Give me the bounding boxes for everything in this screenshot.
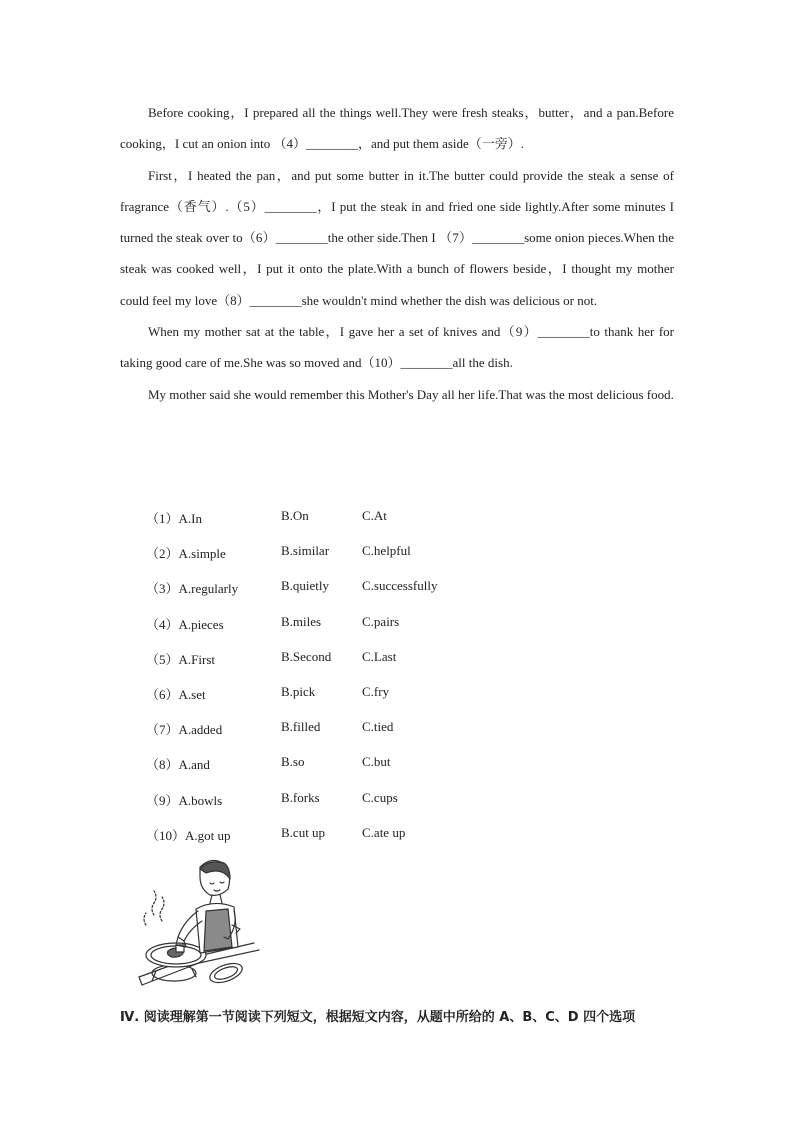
option-c: C.cups	[362, 789, 398, 805]
option-a: （4）A.pieces	[146, 616, 224, 632]
option-c: C.successfully	[362, 578, 438, 594]
option-a: （8）A.and	[146, 757, 210, 773]
option-a: （5）A.First	[146, 651, 215, 667]
option-b: B.similar	[281, 543, 330, 559]
option-c: C.At	[362, 508, 387, 523]
option-c: C.ate up	[362, 824, 406, 840]
option-a: （9）A.bowls	[146, 792, 223, 808]
option-c: C.pairs	[362, 613, 400, 629]
option-b: B.pick	[281, 683, 316, 699]
option-c: C.fry	[362, 683, 390, 699]
option-a: （2）A.simple	[146, 546, 226, 562]
option-b: B.On	[281, 508, 309, 523]
option-b: B.quietly	[281, 578, 330, 594]
passage-paragraph-3: When my mother sat at the table，I gave her a set of knives and（9）________to thank her for taking good care of me.She was so moved and（10）________all the dish.	[120, 324, 674, 371]
option-b: B.miles	[281, 613, 322, 629]
passage-paragraph-1: Before cooking，I prepared all the things well.They were fresh steaks，butter，and a pan.Before cooking，I cut an onion into （4）________，and put them aside（一旁）.	[120, 105, 674, 152]
option-b: B.so	[281, 754, 305, 770]
option-b: B.forks	[281, 789, 320, 805]
passage-paragraph-4: My mother said she would remember this Mother's Day all her life.That was the most delicious food.	[148, 386, 674, 402]
option-a: （6）A.set	[146, 686, 206, 702]
option-a: （3）A.regularly	[146, 581, 239, 597]
passage	[120, 97, 674, 410]
option-b: B.cut up	[281, 824, 326, 840]
option-a: （7）A.added	[146, 722, 223, 738]
option-b: B.filled	[281, 719, 321, 735]
option-a: （1）A.In	[146, 511, 202, 526]
option-c: C.tied	[362, 719, 394, 735]
passage-paragraph-2: First，I heated the pan，and put some butter in it.The butter could provide the steak a sense of fragrance（香气）.（5）________，I put the steak in and fried one side lightly.After some minutes I turned the steak over to（6）________the other side.Then I （7）________some onion pieces.When the steak was cooked well，I put it onto the plate.With a bunch of flowers beside，I thought my mother could feel my love（8）________she wouldn't mind whether the dish was delicious or not.	[120, 167, 674, 308]
girl-cooking-steak-icon	[134, 855, 264, 995]
section-heading: Ⅳ. 阅读理解第一节阅读下列短文，根据短文内容，从题中所给的 A、B、C、D 四个选项	[120, 1010, 636, 1025]
option-a: （10）A.got up	[146, 827, 231, 843]
option-c: C.helpful	[362, 543, 411, 559]
option-c: C.Last	[362, 648, 397, 664]
option-b: B.Second	[281, 648, 332, 664]
option-c: C.but	[362, 754, 391, 770]
